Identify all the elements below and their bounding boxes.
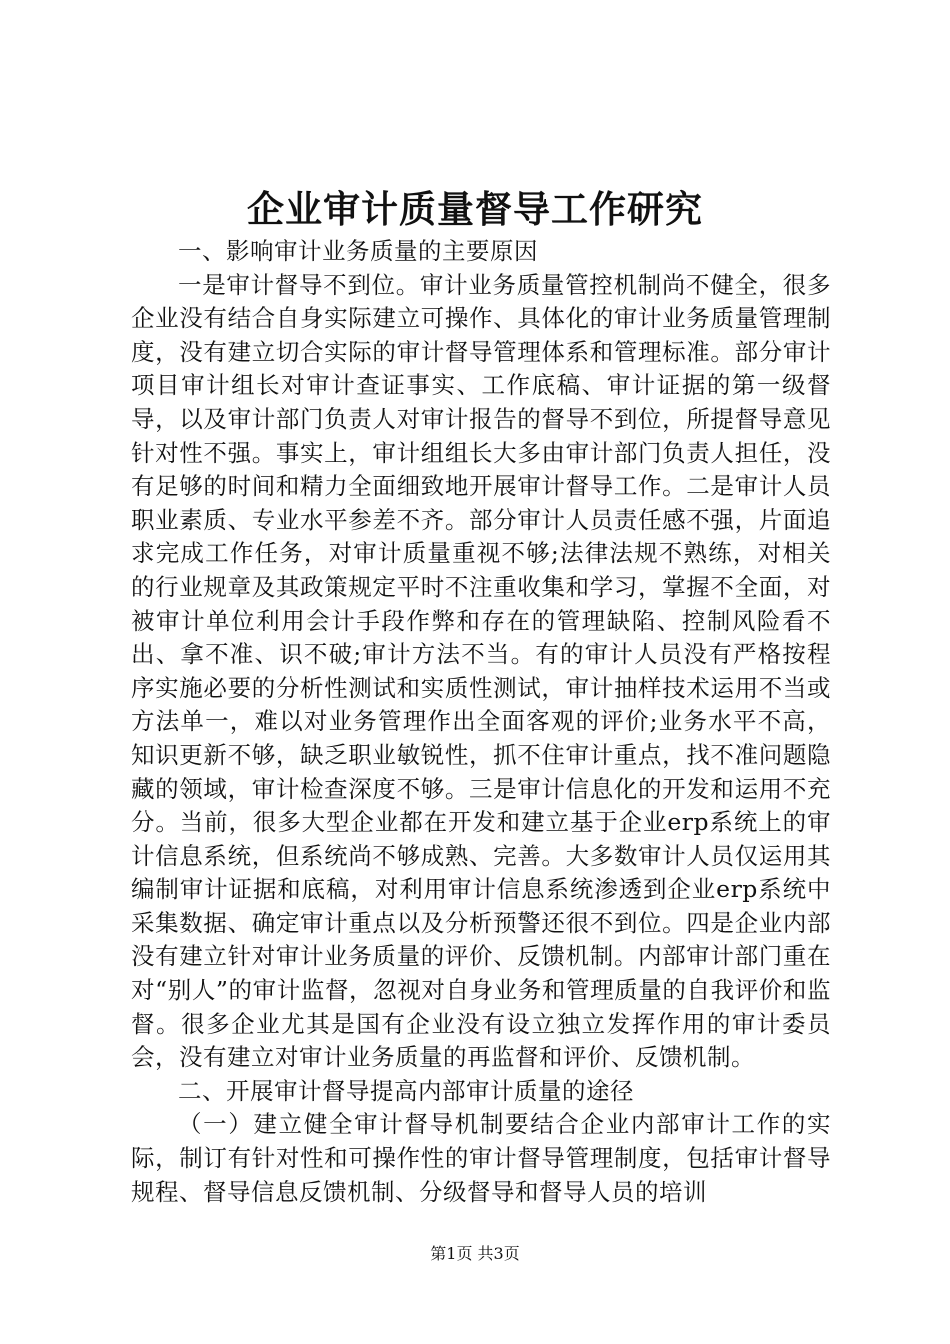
- section-heading-2: 二、开展审计督导提高内部审计质量的途径: [178, 1076, 634, 1105]
- document-title: 企业审计质量督导工作研究: [247, 187, 703, 231]
- section-heading-1: 一、影响审计业务质量的主要原因: [178, 237, 538, 265]
- body-paragraph-2: （一）建立健全审计督导机制要结合企业内部审计工作的实际，制订有针对性和可操作性的审计督导管理制度，包括审计督导规程、督导信息反馈机制、分级督导和督导人员的培训: [131, 1110, 831, 1206]
- page-footer: 第1页 共3页: [430, 1244, 520, 1263]
- document-body: [131, 235, 831, 1209]
- body-paragraph-1: 一是审计督导不到位。审计业务质量管控机制尚不健全，很多企业没有结合自身实际建立可操作、具体化的审计业务质量管理制度，没有建立切合实际的审计督导管理体系和管理标准。部分审计项目审计组长对审计查证事实、工作底稿、审计证据的第一级督导，以及审计部门负责人对审计报告的督导不到位，所提督导意见针对性不强。事实上，审计组组长大多由审计部门负责人担任，没有足够的时间和精力全面细致地开展审计督导工作。二是审计人员职业素质、专业水平参差不齐。部分审计人员责任感不强，片面追求完成工作任务，对审计质量重视不够;法律法规不熟练，对相关的行业规章及其政策规定平时不注重收集和学习，掌握不全面，对被审计单位利用会计手段作弊和存在的管理缺陷、控制风险看不出、拿不准、识不破;审计方法不当。有的审计人员没有严格按程序实施必要的分析性测试和实质性测试，审计抽样技术运用不当或方法单一，难以对业务管理作出全面客观的评价;业务水平不高，知识更新不够，缺乏职业敏锐性，抓不住审计重点，找不准问题隐藏的领域，审计检查深度不够。三是审计信息化的开发和运用不充分。当前，很多大型企业都在开发和建立基于企业erp系统上的审计信息系统，但系统尚不够成熟、完善。大多数审计人员仅运用其编制审计证据和底稿，对利用审计信息系统渗透到企业erp系统中采集数据、确定审计重点以及分析预警还很不到位。四是企业内部没有建立针对审计业务质量的评价、反馈机制。内部审计部门重在对“别人”的审计监督，忽视对自身业务和管理质量的自我评价和监督。很多企业尤其是国有企业没有设立独立发挥作用的审计委员会，没有建立对审计业务质量的再监督和评价、反馈机制。: [131, 270, 831, 1072]
